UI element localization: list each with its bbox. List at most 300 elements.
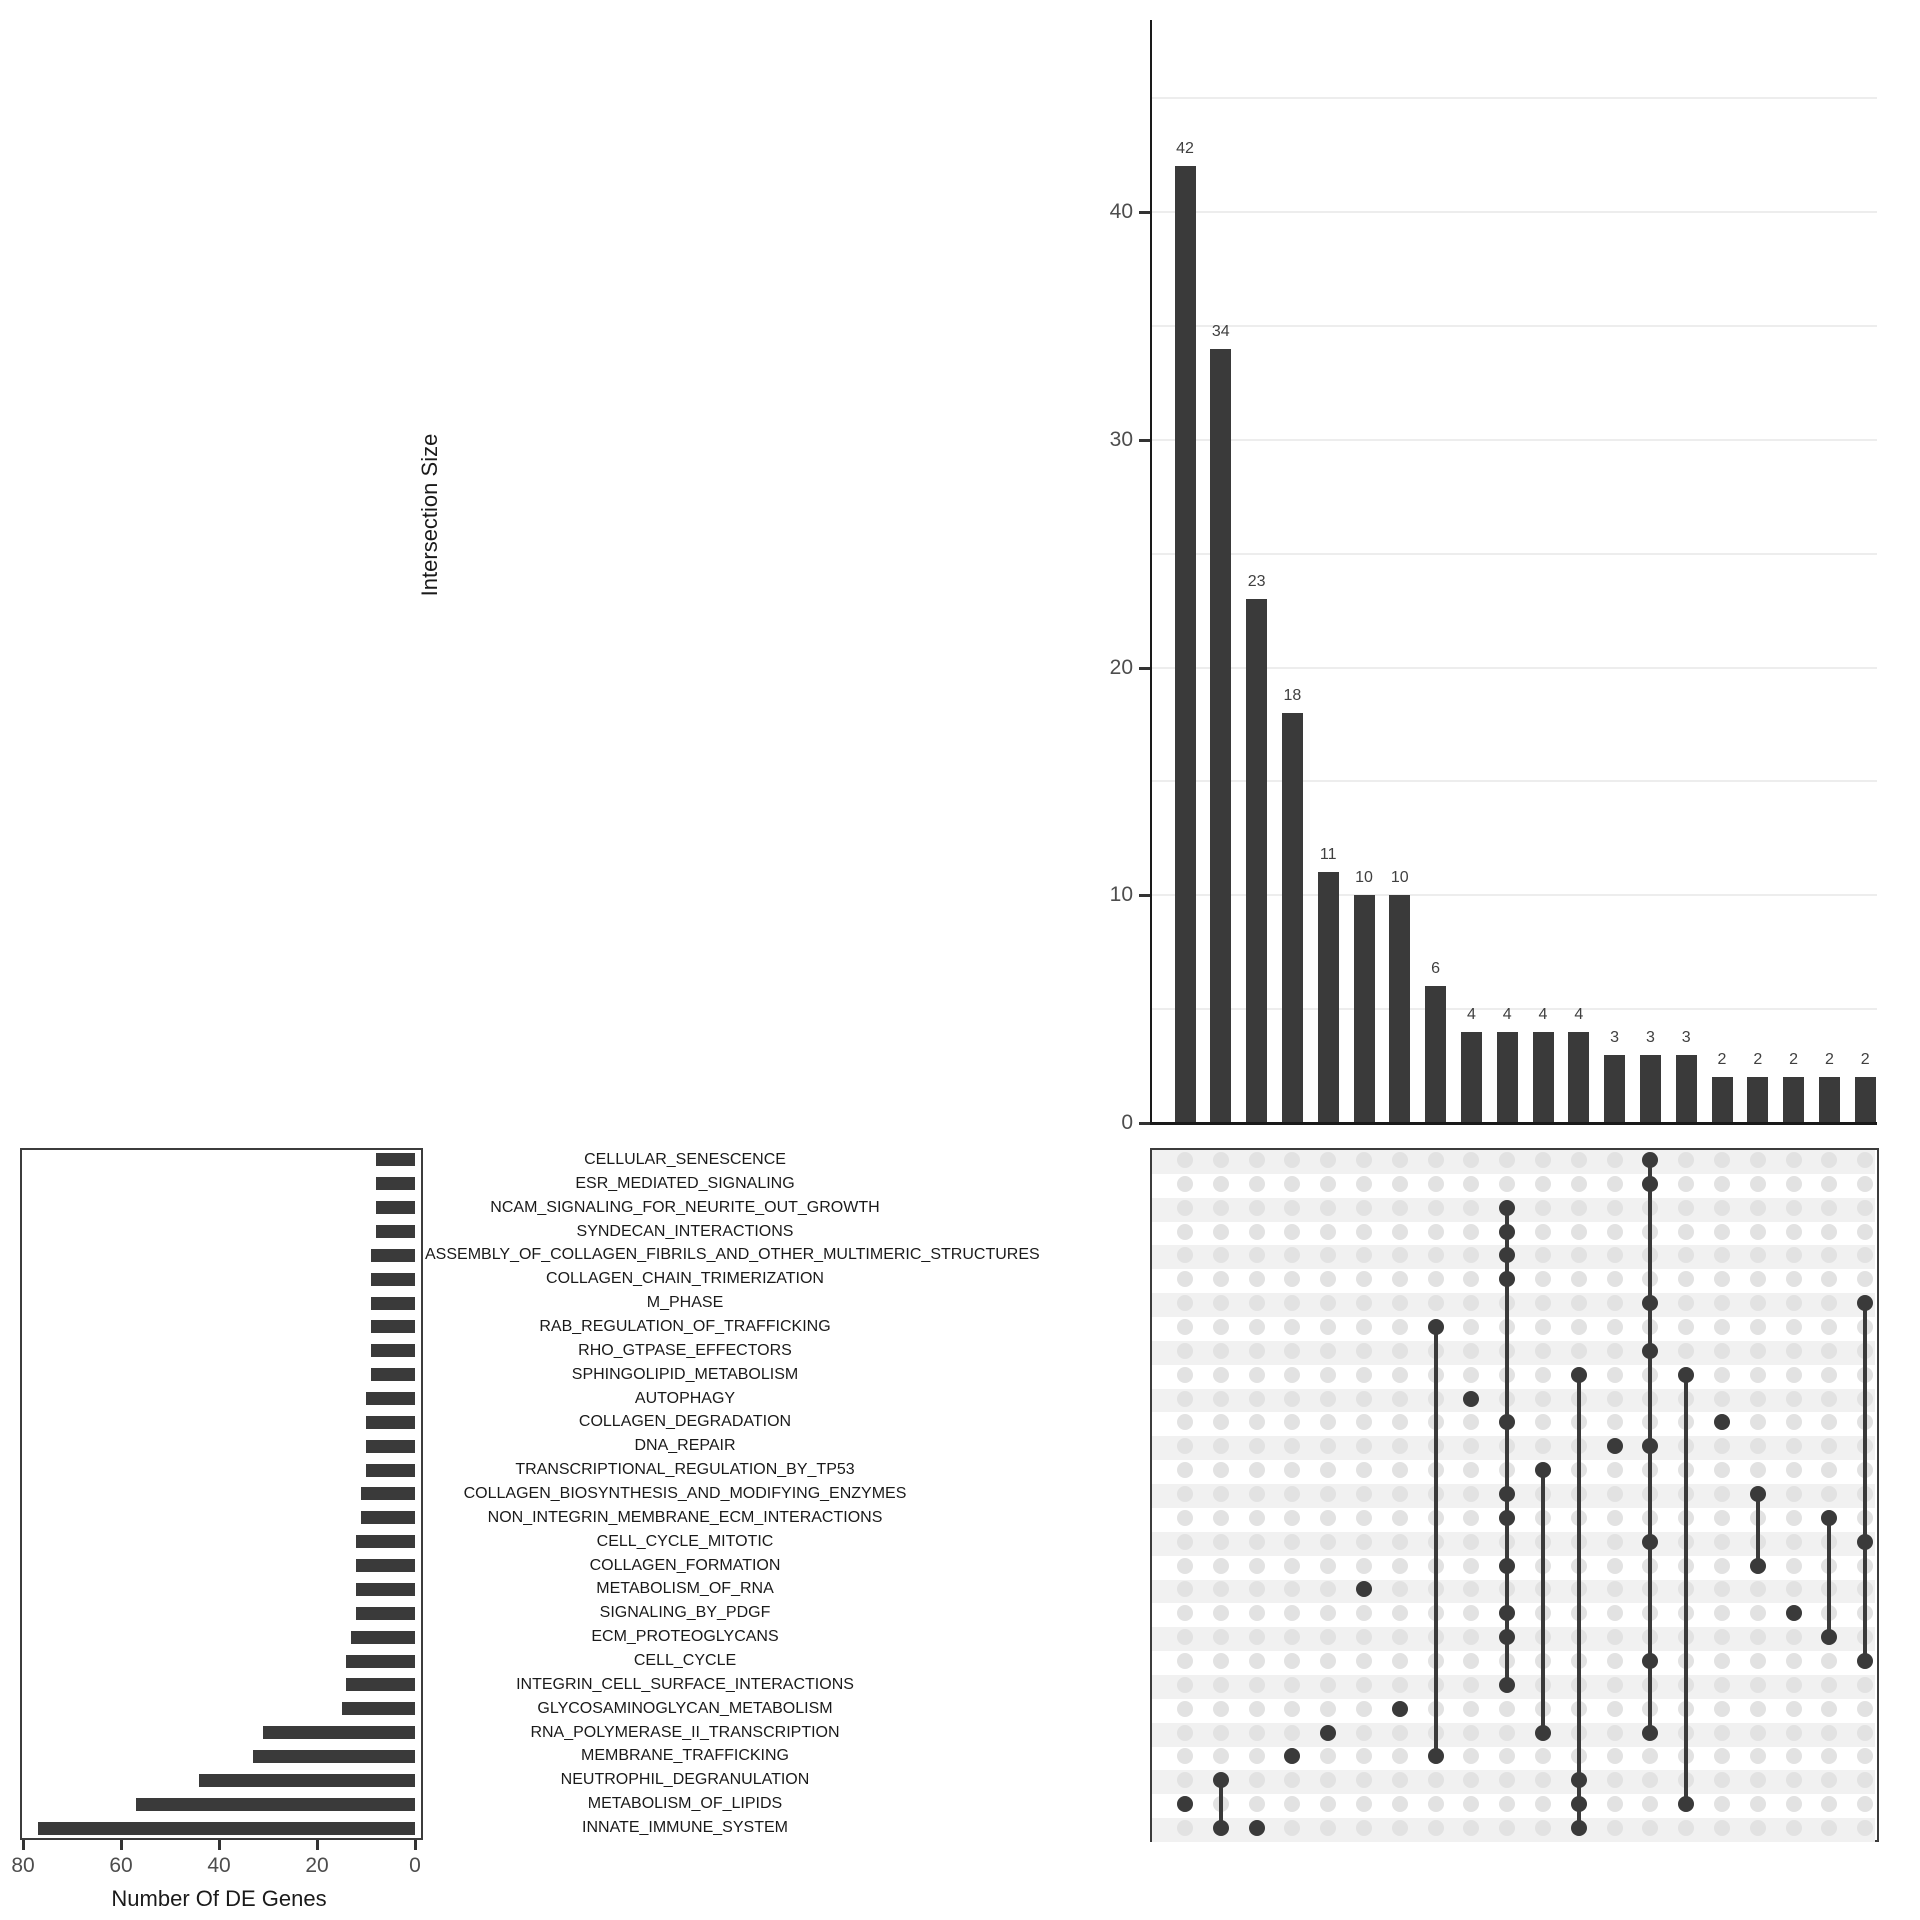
matrix-dot [1356, 1677, 1372, 1693]
matrix-dot [1857, 1152, 1873, 1168]
set-size-axis-title: Number Of DE Genes [111, 1886, 327, 1911]
intersection-bar [1533, 1032, 1554, 1123]
matrix-dot [1356, 1319, 1372, 1335]
intersection-bar-value: 2 [1717, 1051, 1727, 1069]
matrix-dot [1857, 1725, 1873, 1741]
matrix-dot [1177, 1725, 1193, 1741]
matrix-dot-active [1642, 1725, 1658, 1741]
matrix-dot [1428, 1295, 1444, 1311]
matrix-dot-active [1607, 1438, 1623, 1454]
grid-line [1150, 553, 1877, 555]
matrix-dot [1750, 1391, 1766, 1407]
matrix-dot [1607, 1462, 1623, 1478]
intersection-bar [1712, 1077, 1733, 1123]
matrix-dot [1356, 1510, 1372, 1526]
matrix-dot-active [1571, 1796, 1587, 1812]
y-axis-tick [1139, 1122, 1150, 1125]
set-label: CELL_CYCLE_MITOTIC [596, 1532, 774, 1550]
set-label: COLLAGEN_CHAIN_TRIMERIZATION [546, 1270, 824, 1288]
matrix-dot [1320, 1701, 1336, 1717]
intersection-bar [1676, 1055, 1697, 1123]
matrix-dot [1213, 1701, 1229, 1717]
set-label: RNA_POLYMERASE_II_TRANSCRIPTION [530, 1723, 840, 1741]
matrix-dot [1678, 1176, 1694, 1192]
y-axis-tick-label: 0 [1121, 1111, 1133, 1134]
grid-line [1150, 211, 1877, 213]
matrix-dot [1249, 1605, 1265, 1621]
matrix-dot-active [1320, 1725, 1336, 1741]
matrix-dot [1786, 1748, 1802, 1764]
matrix-dot [1356, 1653, 1372, 1669]
intersection-bar-value: 2 [1753, 1051, 1763, 1069]
matrix-dot [1177, 1677, 1193, 1693]
intersection-bar [1210, 349, 1231, 1123]
matrix-dot [1249, 1152, 1265, 1168]
set-size-bar [346, 1678, 415, 1691]
matrix-dot [1249, 1200, 1265, 1216]
matrix-dot [1428, 1796, 1444, 1812]
matrix-dot [1213, 1653, 1229, 1669]
matrix-dot [1607, 1486, 1623, 1502]
matrix-dot [1463, 1725, 1479, 1741]
matrix-dot [1571, 1200, 1587, 1216]
matrix-dot-active [1678, 1367, 1694, 1383]
matrix-dot [1750, 1152, 1766, 1168]
intersection-bar-value: 23 [1247, 573, 1266, 591]
matrix-dot [1535, 1319, 1551, 1335]
intersection-bar-value: 4 [1466, 1005, 1476, 1023]
matrix-dot [1750, 1820, 1766, 1836]
set-label: ECM_PROTEOGLYCANS [591, 1628, 779, 1646]
matrix-dot [1786, 1653, 1802, 1669]
matrix-dot [1750, 1653, 1766, 1669]
matrix-dot [1177, 1510, 1193, 1526]
matrix-dot [1857, 1176, 1873, 1192]
matrix-dot [1320, 1510, 1336, 1526]
matrix-dot-active [1535, 1725, 1551, 1741]
matrix-dot [1607, 1558, 1623, 1574]
matrix-dot [1786, 1176, 1802, 1192]
set-size-bar [366, 1416, 415, 1429]
matrix-dot [1607, 1176, 1623, 1192]
set-label: TRANSCRIPTIONAL_REGULATION_BY_TP53 [515, 1461, 855, 1479]
intersection-bar [1461, 1032, 1482, 1123]
matrix-dot [1428, 1271, 1444, 1287]
matrix-dot [1284, 1200, 1300, 1216]
matrix-connector [1827, 1518, 1831, 1637]
matrix-dot [1177, 1295, 1193, 1311]
set-label: CELLULAR_SENESCENCE [584, 1150, 786, 1168]
matrix-dot [1678, 1343, 1694, 1359]
matrix-dot [1249, 1653, 1265, 1669]
matrix-dot [1571, 1152, 1587, 1168]
matrix-dot [1213, 1510, 1229, 1526]
matrix-dot [1535, 1295, 1551, 1311]
matrix-dot [1392, 1510, 1408, 1526]
intersection-bar [1640, 1055, 1661, 1123]
matrix-dot [1177, 1391, 1193, 1407]
matrix-dot [1284, 1224, 1300, 1240]
matrix-dot [1320, 1677, 1336, 1693]
intersection-bar-value: 6 [1431, 960, 1441, 978]
matrix-dot [1786, 1224, 1802, 1240]
set-size-bar [366, 1440, 415, 1453]
matrix-dot [1463, 1200, 1479, 1216]
intersection-bar-value: 3 [1610, 1028, 1620, 1046]
matrix-dot [1857, 1224, 1873, 1240]
intersection-axis-title: Intersection Size [417, 433, 442, 597]
matrix-dot [1213, 1438, 1229, 1454]
matrix-connector [1434, 1327, 1438, 1757]
matrix-dot [1750, 1438, 1766, 1454]
matrix-dot [1249, 1772, 1265, 1788]
matrix-dot [1213, 1295, 1229, 1311]
matrix-dot [1535, 1176, 1551, 1192]
y-axis-tick [1139, 211, 1150, 214]
matrix-dot-active [1571, 1820, 1587, 1836]
matrix-dot [1821, 1224, 1837, 1240]
intersection-bar-value: 2 [1789, 1051, 1799, 1069]
matrix-dot [1249, 1414, 1265, 1430]
x-axis-tick [316, 1840, 319, 1850]
matrix-dot [1750, 1224, 1766, 1240]
matrix-dot [1249, 1319, 1265, 1335]
matrix-dot [1356, 1200, 1372, 1216]
set-label: COLLAGEN_FORMATION [589, 1556, 781, 1574]
matrix-dot [1356, 1486, 1372, 1502]
matrix-dot [1571, 1176, 1587, 1192]
set-label: INTEGRIN_CELL_SURFACE_INTERACTIONS [516, 1675, 854, 1693]
matrix-dot [1392, 1558, 1408, 1574]
matrix-dot [1607, 1725, 1623, 1741]
matrix-dot [1607, 1653, 1623, 1669]
intersection-bar [1389, 895, 1410, 1123]
matrix-dot [1392, 1605, 1408, 1621]
matrix-dot [1356, 1558, 1372, 1574]
matrix-dot [1750, 1319, 1766, 1335]
matrix-dot [1463, 1224, 1479, 1240]
matrix-dot [1786, 1414, 1802, 1430]
matrix-dot [1428, 1224, 1444, 1240]
matrix-dot [1249, 1796, 1265, 1812]
y-axis-tick-label: 30 [1109, 427, 1133, 451]
matrix-dot [1284, 1558, 1300, 1574]
matrix-dot [1714, 1224, 1730, 1240]
matrix-dot [1786, 1510, 1802, 1526]
matrix-dot [1571, 1224, 1587, 1240]
matrix-dot [1571, 1295, 1587, 1311]
matrix-dot [1249, 1510, 1265, 1526]
matrix-dot [1535, 1367, 1551, 1383]
set-label: METABOLISM_OF_LIPIDS [587, 1795, 783, 1813]
matrix-dot [1535, 1152, 1551, 1168]
set-label: SIGNALING_BY_PDGF [599, 1604, 771, 1622]
set-label: SPHINGOLIPID_METABOLISM [571, 1365, 799, 1383]
matrix-dot [1607, 1391, 1623, 1407]
matrix-dot [1607, 1796, 1623, 1812]
matrix-dot [1284, 1391, 1300, 1407]
matrix-dot [1714, 1486, 1730, 1502]
set-label: COLLAGEN_DEGRADATION [578, 1413, 792, 1431]
matrix-dot [1177, 1367, 1193, 1383]
matrix-dot [1499, 1152, 1515, 1168]
matrix-dot [1786, 1319, 1802, 1335]
matrix-dot [1320, 1534, 1336, 1550]
y-axis-tick [1139, 894, 1150, 897]
matrix-dot [1428, 1772, 1444, 1788]
matrix-dot [1786, 1725, 1802, 1741]
matrix-dot [1249, 1748, 1265, 1764]
matrix-dot [1392, 1295, 1408, 1311]
matrix-dot [1786, 1486, 1802, 1502]
matrix-dot [1571, 1271, 1587, 1287]
matrix-dot [1392, 1462, 1408, 1478]
matrix-dot [1535, 1391, 1551, 1407]
set-label: CELL_CYCLE [633, 1652, 737, 1670]
x-axis-tick-label: 80 [11, 1854, 35, 1877]
matrix-dot-active [1213, 1820, 1229, 1836]
set-size-bar [356, 1607, 415, 1620]
matrix-dot [1786, 1271, 1802, 1287]
matrix-dot [1392, 1176, 1408, 1192]
matrix-dot [1714, 1367, 1730, 1383]
matrix-dot [1786, 1343, 1802, 1359]
matrix-connector [1541, 1470, 1545, 1732]
set-size-bar [351, 1631, 415, 1644]
set-size-bar [376, 1177, 415, 1190]
x-axis-tick-label: 40 [207, 1854, 231, 1877]
matrix-dot [1392, 1367, 1408, 1383]
matrix-dot [1356, 1701, 1372, 1717]
set-label: M_PHASE [646, 1294, 724, 1312]
set-size-bar [371, 1344, 415, 1357]
matrix-dot [1213, 1605, 1229, 1621]
matrix-dot [1213, 1271, 1229, 1287]
set-label: ASSEMBLY_OF_COLLAGEN_FIBRILS_AND_OTHER_MULTIMERIC_STRUCTURES [425, 1246, 1040, 1264]
intersection-bar [1747, 1077, 1768, 1123]
matrix-dot [1249, 1224, 1265, 1240]
matrix-dot [1249, 1677, 1265, 1693]
matrix-dot-active [1857, 1534, 1873, 1550]
matrix-dot [1392, 1438, 1408, 1454]
matrix-dot [1428, 1820, 1444, 1836]
set-label: NCAM_SIGNALING_FOR_NEURITE_OUT_GROWTH [490, 1198, 880, 1216]
matrix-dot [1750, 1701, 1766, 1717]
matrix-dot [1249, 1725, 1265, 1741]
matrix-dot [1249, 1176, 1265, 1192]
matrix-dot [1356, 1224, 1372, 1240]
matrix-dot [1213, 1462, 1229, 1478]
set-size-bar [361, 1511, 415, 1524]
matrix-dot [1213, 1367, 1229, 1383]
intersection-bar-value: 2 [1824, 1051, 1834, 1069]
matrix-dot [1714, 1725, 1730, 1741]
matrix-dot [1320, 1343, 1336, 1359]
matrix-dot [1177, 1200, 1193, 1216]
matrix-dot [1499, 1701, 1515, 1717]
matrix-dot [1249, 1534, 1265, 1550]
matrix-dot [1392, 1319, 1408, 1335]
matrix-dot [1320, 1176, 1336, 1192]
matrix-dot-active [1786, 1605, 1802, 1621]
matrix-dot [1356, 1462, 1372, 1478]
matrix-dot [1177, 1462, 1193, 1478]
matrix-dot [1392, 1725, 1408, 1741]
matrix-dot [1213, 1224, 1229, 1240]
matrix-dot [1249, 1247, 1265, 1263]
matrix-dot [1607, 1247, 1623, 1263]
matrix-dot [1750, 1796, 1766, 1812]
matrix-dot-active [1463, 1391, 1479, 1407]
matrix-dot [1607, 1605, 1623, 1621]
matrix-dot [1750, 1367, 1766, 1383]
set-size-bar [346, 1655, 415, 1668]
matrix-dot [1392, 1200, 1408, 1216]
matrix-dot [1607, 1343, 1623, 1359]
matrix-dot [1428, 1176, 1444, 1192]
matrix-dot [1786, 1462, 1802, 1478]
set-label: SYNDECAN_INTERACTIONS [576, 1222, 794, 1240]
intersection-bar [1354, 895, 1375, 1123]
matrix-dot [1213, 1629, 1229, 1645]
matrix-dot [1535, 1200, 1551, 1216]
matrix-dot [1607, 1629, 1623, 1645]
x-axis-tick-label: 20 [305, 1854, 329, 1877]
matrix-dot [1284, 1725, 1300, 1741]
set-size-bar [371, 1273, 415, 1286]
matrix-dot [1786, 1629, 1802, 1645]
set-label: COLLAGEN_BIOSYNTHESIS_AND_MODIFYING_ENZYMES [463, 1484, 907, 1502]
matrix-dot [1356, 1176, 1372, 1192]
matrix-dot [1607, 1701, 1623, 1717]
matrix-dot [1857, 1200, 1873, 1216]
matrix-dot [1786, 1677, 1802, 1693]
set-label: AUTOPHAGY [634, 1389, 736, 1407]
matrix-dot [1213, 1725, 1229, 1741]
set-size-bar [376, 1225, 415, 1238]
matrix-dot-active [1535, 1462, 1551, 1478]
intersection-bar [1175, 166, 1196, 1123]
matrix-dot [1356, 1295, 1372, 1311]
set-label: ESR_MEDIATED_SIGNALING [575, 1174, 795, 1192]
y-axis-tick [1139, 439, 1150, 442]
matrix-dot [1213, 1486, 1229, 1502]
intersection-bar-value: 2 [1860, 1051, 1870, 1069]
matrix-dot [1320, 1391, 1336, 1407]
matrix-dot-active [1499, 1510, 1515, 1526]
matrix-dot [1607, 1748, 1623, 1764]
matrix-dot-active [1392, 1701, 1408, 1717]
matrix-dot [1607, 1414, 1623, 1430]
matrix-dot [1392, 1534, 1408, 1550]
y-axis-tick [1139, 667, 1150, 670]
intersection-bar-value: 4 [1502, 1005, 1512, 1023]
intersection-bar [1282, 713, 1303, 1123]
intersection-bar [1855, 1077, 1876, 1123]
matrix-dot [1786, 1701, 1802, 1717]
matrix-dot [1786, 1772, 1802, 1788]
set-size-bar [371, 1368, 415, 1381]
matrix-dot [1463, 1558, 1479, 1574]
matrix-dot [1714, 1391, 1730, 1407]
matrix-dot [1249, 1486, 1265, 1502]
matrix-dot-active [1750, 1486, 1766, 1502]
set-size-bar [263, 1726, 415, 1739]
grid-line [1150, 439, 1877, 441]
matrix-dot [1535, 1820, 1551, 1836]
matrix-dot [1249, 1343, 1265, 1359]
set-size-bar [366, 1392, 415, 1405]
matrix-dot [1750, 1271, 1766, 1287]
matrix-dot [1786, 1796, 1802, 1812]
matrix-dot [1786, 1295, 1802, 1311]
matrix-dot [1678, 1224, 1694, 1240]
x-axis-tick [414, 1840, 417, 1850]
matrix-dot [1714, 1820, 1730, 1836]
matrix-dot [1678, 1152, 1694, 1168]
matrix-dot [1249, 1391, 1265, 1407]
x-axis-tick [218, 1840, 221, 1850]
matrix-dot-active [1571, 1367, 1587, 1383]
set-label: NEUTROPHIL_DEGRANULATION [560, 1771, 810, 1789]
set-size-bar [366, 1464, 415, 1477]
matrix-dot [1607, 1271, 1623, 1287]
matrix-dot-active [1428, 1319, 1444, 1335]
intersection-bar [1246, 599, 1267, 1123]
matrix-dot [1177, 1176, 1193, 1192]
matrix-dot [1714, 1534, 1730, 1550]
matrix-dot [1607, 1319, 1623, 1335]
matrix-dot [1535, 1224, 1551, 1240]
matrix-dot-active [1499, 1677, 1515, 1693]
matrix-dot [1213, 1200, 1229, 1216]
matrix-dot [1714, 1343, 1730, 1359]
matrix-dot [1786, 1438, 1802, 1454]
matrix-dot [1714, 1510, 1730, 1526]
intersection-bar-value: 34 [1211, 322, 1230, 340]
matrix-dot [1428, 1247, 1444, 1263]
matrix-dot [1356, 1820, 1372, 1836]
intersection-bar [1604, 1055, 1625, 1123]
matrix-dot [1786, 1247, 1802, 1263]
matrix-dot [1750, 1677, 1766, 1693]
matrix-dot [1714, 1558, 1730, 1574]
matrix-dot [1177, 1558, 1193, 1574]
matrix-dot [1392, 1820, 1408, 1836]
matrix-dot [1320, 1367, 1336, 1383]
matrix-dot [1428, 1152, 1444, 1168]
set-size-bar [38, 1822, 415, 1835]
matrix-dot [1356, 1725, 1372, 1741]
intersection-bar [1783, 1077, 1804, 1123]
matrix-dot-active [1249, 1820, 1265, 1836]
x-axis-tick-label: 60 [109, 1854, 133, 1877]
matrix-dot [1213, 1152, 1229, 1168]
matrix-dot [1714, 1176, 1730, 1192]
matrix-connector [1863, 1303, 1867, 1661]
matrix-dot [1392, 1271, 1408, 1287]
set-size-bar [356, 1535, 415, 1548]
matrix-dot [1571, 1343, 1587, 1359]
matrix-dot [1607, 1295, 1623, 1311]
matrix-dot [1786, 1200, 1802, 1216]
matrix-dot [1177, 1820, 1193, 1836]
matrix-dot [1177, 1701, 1193, 1717]
intersection-bar [1568, 1032, 1589, 1123]
set-size-bar [371, 1249, 415, 1262]
matrix-dot [1607, 1152, 1623, 1168]
matrix-dot [1571, 1319, 1587, 1335]
